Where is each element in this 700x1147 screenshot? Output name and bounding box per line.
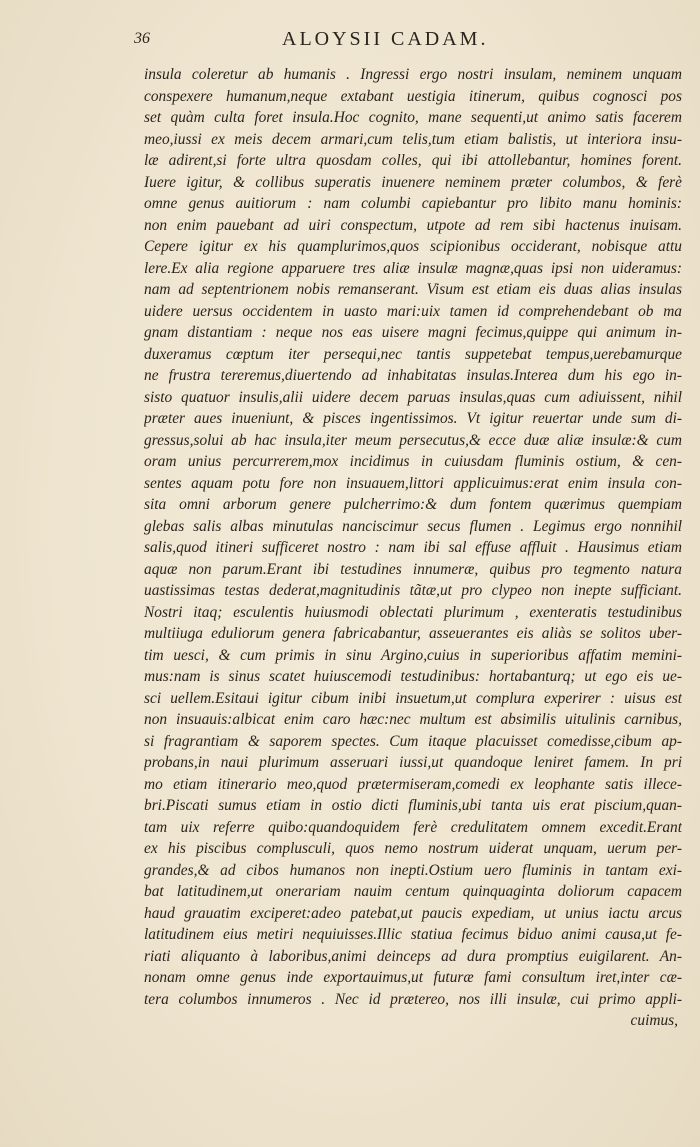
text-line: omne genus auitiorum : nam columbi capiebantur pro libito manu hominis:: [144, 195, 682, 212]
text-line: non insuauis:albicat enim caro hæc:nec multum est absimilis uitulinis carnibus,: [144, 711, 682, 728]
text-line: salis,quod itineri sufficeret nostro : nam ibi sal effuse affluit . Hausimus etiam: [144, 539, 682, 556]
text-line: glebas salis albas minutulas nanciscimur secus flumen . Legimus ergo nonnihil: [144, 517, 682, 535]
page-number: 36: [134, 30, 150, 47]
text-line: sci uellem.Esitaui igitur cibum inibi insuetum,ut complura experirer : uisus est: [144, 689, 682, 707]
text-line: multiiuga eduliorum genera fabricabantur, asseuerantes eis aliàs se solitos uber-: [144, 625, 682, 642]
text-line: haud grauatim exciperet:adeo patebat,ut paucis expediam, ut unius iactu arcus: [144, 904, 682, 922]
text-line: Iuere igitur, & collibus superatis inuenere neminem præter columbos, & ferè: [144, 173, 682, 191]
text-line: insula coleretur ab humanis . Ingressi ergo nostri insulam, neminem unquam: [144, 66, 682, 83]
text-line: sisto quatuor insulis,alii uidere decem paruas insulas,quas cum adiuissent, nihil: [144, 388, 682, 406]
text-line: Nostri itaq; esculentis huiusmodi oblectati plurimum , exenteratis testudinibus: [144, 603, 682, 621]
text-line: bri.Piscati sumus etiam in ostio dicti fluminis,ubi tanta uis erat piscium,quan-: [144, 797, 682, 814]
text-line: tera columbos innumeros . Nec id prætereo, nos illi insulæ, cui primo appli-: [144, 990, 682, 1008]
text-line: riati aliquanto à laboribus,animi deinceps ad dura promptius euigilarent. An-: [144, 947, 682, 965]
text-line: tim uesci, & cum primis in sinu Argino,cuius in superioribus affatim memini-: [144, 646, 682, 664]
text-line: conspexere humanum,neque extabant uestigia itinerum, quibus cognosci pos: [144, 87, 682, 105]
text-line: ne frustra tereremus,diuertendo ad inhabitatas insulas.Interea dum his ego in-: [144, 367, 682, 384]
text-line: set quàm culta foret insula.Hoc cognito, mane sequenti,ut animo satis facerem: [144, 109, 682, 126]
text-line: sentes aquam potu fore non insuauem,littori applicuimus:erat enim insula con-: [144, 474, 682, 492]
text-line: latitudinem eius metiri nequiuisses.Illic statiua fecimus biduo animi causa,ut fe-: [144, 926, 682, 943]
text-line: si fragrantiam & saporem spectes. Cum itaque placuisset comedisse,cibum ap-: [144, 732, 682, 750]
text-line: nam ad septentrionem nobis remanserant. Visum est etiam eis duas alias insulas: [144, 281, 682, 298]
text-line: nonam omne genus inde exportauimus,ut futuræ fami consultum iret,inter cæ-: [144, 969, 682, 986]
text-line: tam uix referre quibo:quandoquidem ferè credulitatem omnem excedit.Erant: [144, 818, 682, 836]
text-line: uastissimas testas dederat,magnitudinis tãtæ,ut pro clypeo non inepte sufficiant.: [144, 582, 682, 599]
text-line: duxeramus cœptum iter persequi,nec tantis suppetebat tempus,uerebamurque: [144, 345, 682, 363]
text-line: sita omni arborum genere pulcherrimo:& dum fontem quærimus quempiam: [144, 496, 682, 513]
text-line: probans,in naui plurimum asseruari iussi,ut quandoque leniret famem. In pri: [144, 754, 682, 771]
text-line: bat latitudinem,ut onerariam nauim centum quinquaginta doliorum capacem: [144, 883, 682, 900]
body-text: [144, 64, 682, 1032]
text-line: lere.Ex alia regione apparuere tres aliæ insulæ magnæ,quas ipsi non uideramus:: [144, 259, 682, 277]
text-line: cuimus,: [630, 1012, 678, 1029]
text-line: grandes,& ad cibos humanos non inepti.Ostium uero fluminis in tantam exi-: [144, 861, 682, 879]
text-line: uidere uersus occidentem in uasto mari:uix tamen id comprehendebant ob ma: [144, 302, 682, 320]
text-line: Cepere igitur ex his quamplurimos,quos scipionibus occiderant, nobisque attu: [144, 238, 682, 255]
text-line: non enim pauebant ad uiri conspectum, utpote ad rem sibi hactenus inuisam.: [144, 216, 682, 234]
text-line: præter aues inueniunt, & pisces ingentissimos. Vt igitur reuertar unde sum di-: [144, 410, 682, 427]
text-line: læ adirent,si forte ultra quosdam colles, qui ibi attollebantur, homines forent.: [144, 152, 682, 169]
text-line: meo,iussi ex meis decem armari,cum telis,tum etiam balistis, ut interiora insu-: [144, 130, 682, 148]
text-line: ex his piscibus complusculi, quos nemo nostrum uiderat unquam, uerum per-: [144, 840, 682, 857]
text-line: gnam distantiam : neque nos eas uisere magni fecimus,quippe qui animum in-: [144, 324, 682, 341]
text-line: mus:nam is sinus scatet huiuscemodi testudinibus: hortabanturq; ut ego eis ue-: [144, 668, 682, 685]
running-head: ALOYSII CADAM.: [282, 28, 489, 50]
text-line: gressus,solui ab hac insula,iter meum persecutus,& ecce duæ aliæ insulæ:& cum: [144, 431, 682, 449]
text-line: oram unius percurrerem,mox incidimus in cuiusdam fluminis ostium, & cen-: [144, 453, 682, 470]
text-line: mo etiam itinerario meo,quod prætermiseram,comedi ex leophante satis illece-: [144, 775, 682, 793]
text-line: aquæ non parum.Erant ibi testudines innumeræ, quibus pro tegmento natura: [144, 560, 682, 578]
